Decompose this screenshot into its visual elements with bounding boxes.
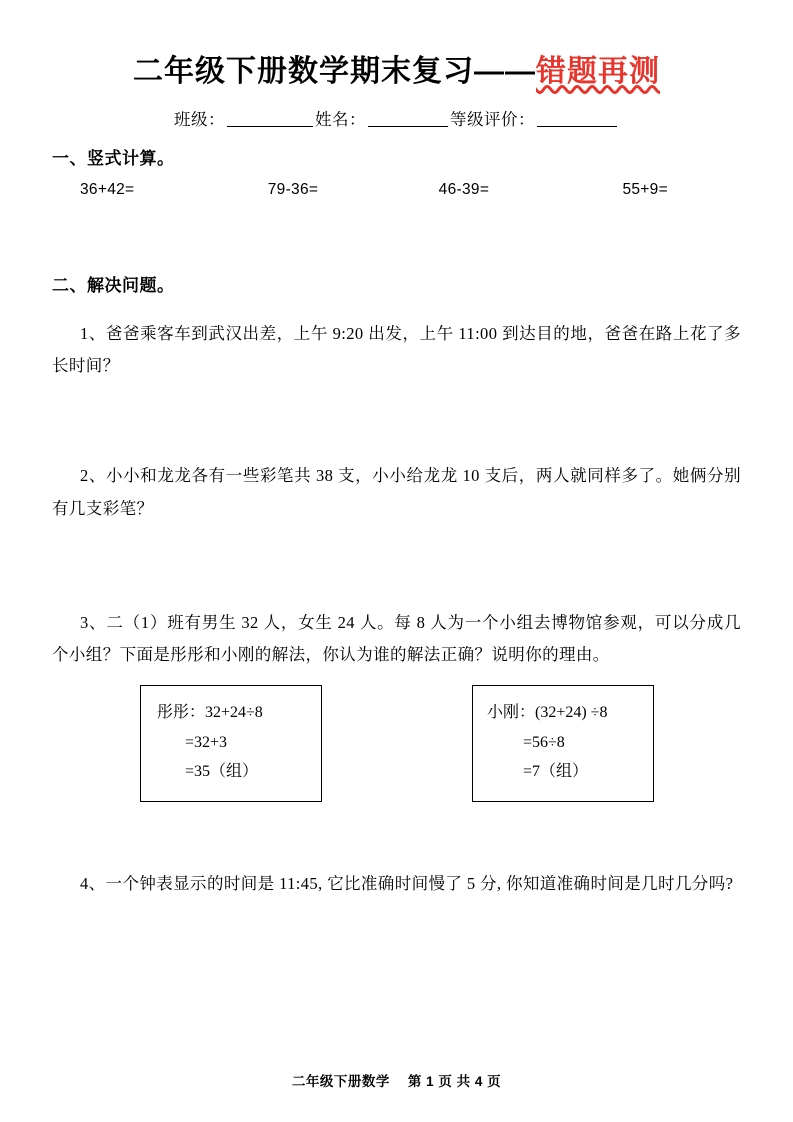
word-problem-4-text: 4、一个钟表显示的时间是 11:45, 它比准确时间慢了 5 分, 你知道准确时间是几时几分吗? — [80, 873, 734, 893]
calc-problem-4: 55+9= — [622, 181, 668, 198]
word-problem-1 — [52, 318, 741, 382]
word-problem-2 — [52, 460, 741, 524]
vertical-calculation-row — [52, 181, 741, 199]
student-info-line — [52, 106, 741, 130]
name-label: 姓名： — [315, 110, 366, 129]
footer-subject: 二年级下册数学 — [291, 1074, 390, 1089]
page-footer — [0, 1070, 793, 1090]
solution-box-xiaogang — [472, 685, 654, 802]
class-label: 班级： — [174, 110, 225, 129]
word-problem-2-text: 2、小小和龙龙各有一些彩笔共 38 支，小小给龙龙 10 支后，两人就同样多了。她俩分别有几支彩笔？ — [52, 466, 741, 518]
page-title — [52, 46, 741, 90]
word-problem-3 — [52, 607, 741, 671]
class-blank[interactable] — [227, 112, 313, 127]
solution-box-xiaogang-line3: =7（组） — [523, 763, 589, 781]
solution-box-tongtong-line2: =32+3 — [185, 733, 228, 751]
grade-label: 等级评价： — [450, 110, 535, 129]
section-heading-1: 一、竖式计算。 — [52, 149, 175, 168]
grade-blank[interactable] — [537, 112, 617, 127]
solution-boxes — [52, 685, 741, 802]
calc-problem-1: 36+42= — [80, 181, 135, 198]
calc-problem-3: 46-39= — [438, 181, 490, 198]
solution-box-xiaogang-line2: =56÷8 — [523, 733, 565, 751]
section-heading-2: 二、解决问题。 — [52, 276, 175, 295]
solution-box-xiaogang-line1: 小刚：(32+24) ÷8 — [487, 704, 608, 722]
calc-problem-2: 79-36= — [267, 181, 319, 198]
page-title-main: 二年级下册数学期末复习—— — [133, 55, 536, 88]
solution-box-tongtong — [140, 685, 322, 802]
word-problem-3-text: 3、二（1）班有男生 32 人，女生 24 人。每 8 人为一个小组去博物馆参观，可以分成几个小组？下面是彤彤和小刚的解法，你认为谁的解法正确？说明你的理由。 — [52, 612, 741, 664]
page-title-accent: 错题再测 — [536, 55, 660, 88]
solution-box-tongtong-line3: =35（组） — [185, 763, 259, 781]
name-blank[interactable] — [368, 112, 448, 127]
word-problem-1-text: 1、爸爸乘客车到武汉出差，上午 9:20 出发，上午 11:00 到达目的地，爸爸在路上花了多长时间？ — [52, 324, 741, 376]
word-problem-4 — [52, 868, 741, 900]
footer-pagination: 第 1 页 共 4 页 — [407, 1074, 502, 1089]
solution-box-tongtong-line1: 彤彤：32+24÷8 — [157, 704, 263, 722]
